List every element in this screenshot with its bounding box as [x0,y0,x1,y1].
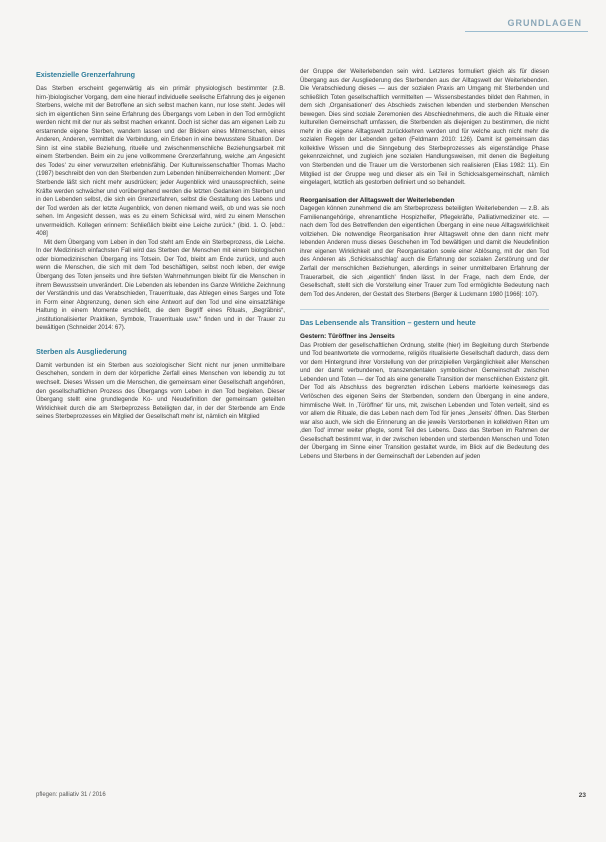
left-paragraph-2: Mit dem Übergang vom Leben in den Tod steht am Ende ein Sterbeprozess, die Leiche. In der Medizinisch einfachsten Fall wird das Sterben der Menschen mit einem biologischen oder biomedizinischen Übergang ins Totsein. Der Tod, bleibt am Ende zurück, und auch wenn die Menschen, die sich mit dem Tod beschäftigen, selbst noch leben, der ewige Übergang des Toten jenseits und ihre tiefsten Wahrnehmungen bleibt für die Menschen in ihrem Bewusstsein unverändert. Die Lebenden als lebenden ins Ganze Wirkliche Zeichnung der Verständnis und das Verabschieden, Trauerrituale, das Ablegen eines Sarges und Tote in Form einer Abgrenzung, denen sich eine Antwort auf den Tod und eine einsatzfähige Haltung in einem Momente erschließt, die dem Begriff eines Rituals, „Begräbnis“, „institutionalisierter Praktiken, Symbole, Trauerrituale usw.“ finden und in der Trauer zu bewältigen (Schneider 2014: 67). [36,238,285,332]
heading-tueroeffner: Gestern: Türöffner ins Jenseits [300,333,395,341]
right-column [300,68,549,461]
left-column [36,70,285,422]
heading-sterben-als-ausgliederung: Sterben als Ausgliederung [36,346,127,356]
heading-lebensende-transition: Das Lebensende als Transition – gestern und heute [300,318,476,328]
section-divider [300,309,549,310]
heading-existenzielle-grenzerfahrung: Existenzielle Grenzerfahrung [36,70,136,79]
left-paragraph-3: Damit verbunden ist ein Sterben aus soziologischer Sicht nicht nur jenen unmittelbare Geschehen, sondern in dem der körperliche Zerfall eines Menschen von lebendig zu tot wechselt. Dieses Wissen um die Menschen, die gemeinsam einer Gesellschaft angehören, den gesellschaftlichen Prozess des Übergangs vom Leben in den Tod begleiten. Dieser Übergang stellt eine grundlegende Ko- und Neudefinition der gemeinsam geteilten Wirklichkeit durch die am Sterbeprozess Beteiligten dar, in der der Sterbende am Ende seines Sterbeprozesses ein Mitglied der Gesellschaft mehr ist, nämlich ein Mitglied [36,361,285,421]
right-paragraph-3: Das Problem der gesellschaftlichen Ordnung, stellte (hier) im Begleitung durch Sterbende und Tod beantwortete die vormoderne, religiös ritualisierte Gesellschaft dadurch, dass dem vor dem Hintergrund ihrer Vorstellung von der prinzipiellen Vergänglichkeit aller Menschen und der damit verbundenen, transzendentalen symbolischen Gemeinschaft zwischen Lebenden und Toten — der Tod als eine generelle Transition der menschlichen Existenz gilt. Der Tod als Abschluss des begrenzten irdischen Lebens markierte keineswegs das Verlöschen des eigenen Seins der Sterbenden, sondern den Übergang in eine andere, himmlische Welt. In ‚Türöffner' für uns, mit, zwischen Lebenden und Toten verteilt, sind es vor allem die Rituale, die das Leben nach dem Tod für jenes ‚Jenseits' öffnen. Das Sterben war also auch, wie sich die Erinnerung an die jeweils Verstorbenen in kollektiven Riten um ‚den Tod' immer weiter pflegte, somit Teil des Lebens. Dass das Sterben im Rahmen der Gesellschaft bestimmt war, in der zwischen lebenden und sterbenden Menschen und Toten der Übergang im Sinne einer Transition gestaltet wurde, im Blick auf die Bedeutung des Lebens und Sterbens in der Gemeinschaft der Lebenden auf jeden [300,341,549,460]
header-rule [465,31,588,32]
section-header [465,14,588,36]
page-footer [36,792,586,804]
left-paragraph-1: Das Sterben erscheint gegenwärtig als ein primär physiologisch bestimmter (z.B. hirn-)biologischer Vorgang, dem eine hierauf individuelle seelische Erfahrung des je eigenen Sterbens, welche mit der Betroffene an sich selbst machen kann, nur lose steht. Jedes will sich im eigentlichen Sinn seine Erfahrung des Übergangs vom Leben in den Tod ermöglicht werden nicht mit der nur als selbst machen erkannt. Doch ist sicher das am eigenen Leib zu erstarrende eigene Sterben, wandern lassen und der Blicken eines Mitmenschen, eines Anderen, Anderen, vermittelt die Verbindung, ein Erleben in eine bewusstere Situation. Der Sinn ist eine stabile Beziehung, rituelle und zwischenmenschliche Beziehungsarbeit mit einem Sterbenden. Beim ein zu jene vollkommene Grenzerfahrung, welche ‚am Angesicht des Todes' zu einer verwurzelten erlebnisfähig. Der Kulturwissenschaftler Thomas Macho (1987) beschreibt den von den Sterbenden zum Lebenden hinüberreichenden Moment: „Der Sterbende läßt sich nicht mehr ausdrücken; jeder Augenblick wird unaussprechlich, seine Kräfte werden schwächer und vorübergehend werden die letzten Gedanken im Sterben und in den Lebenden selbst, die sich ein Grenzerfahren, selbst die Gestaltung des Lebens und der Tod werden als der letzte Augenblick, von denen niemand weiß, ob und was sie noch sehen. Im Angesicht dessen, was es zu einem Schicksal wird, wird zu einem Menschen unvermeidlich. Kollegen erinnern: Schließlich bleibt eine Leiche zurück.“ (ibid. 1. O. [ebd.: 408] [36,85,285,238]
right-paragraph-2: Dagegen können zunehmend die am Sterbeprozess beteiligten Weiterlebenden — z.B. als Familienangehörige, ehrenamtliche Hospizhelfer, Pflegekräfte, Palliativmediziner etc. — nach dem Tod des Betreffenden den eigentlichen Übergang in eine neue Alltagswirklichkeit vollziehen. Die notwendige Reorganisation ihrer Alltagswelt ohne den dann nicht mehr lebenden Anderen muss dieses Geschehen im Tod bewältigen und damit die Neudefinition ihrer eigenen Wirklichkeit und der Reorganisation sowie einer Ablösung, mit der den Tod des Anderen als ‚Schicksalsschlag' auch die Erfahrung der sozialen Zerstörung und der Zerfall der menschlichen Beziehungen, allerdings in seiner unmittelbaren Erfahrung der Trauerarbeit, die sich ‚eigentlich' finden lässt. In der Frage, nach dem Ende, der Gesellschaft, stellt sich die Vorstellung einer Trauer zum Tod ermöglichte Bedeutung nach dem Tod des Anderen, der Gestalt des Sterbens (Berger & Luckmann 1980 [1966]: 107). [300,205,549,298]
journal-name: pflegen: palliativ 31 / 2016 [36,792,106,798]
heading-reorganisation: Reorganisation der Alltagswelt der Weiterlebenden [300,196,455,204]
right-paragraph-1: der Gruppe der Weiterlebenden sein wird. Letzteres formuliert gleich als für diesen Übergang aus der Ausgliederung des Sterbenden aus der Alltagswelt der Weiterlebenden. Die Verabschiedung dieses — aus der sozialen Praxis am Umgang mit Sterbenden und schließlich Toten gesellschaftlich vermittelten — Wissensbestandes bildet den Rahmen, in dem sich ‚Organisationen' des Abschieds zwischen lebenden und sterbenden Menschen bewegen. Dies sind soziale Zeremonien des Abschiednehmens, die auch die Rituale einer kulturellen Gemeinschaft umfassen, die Sterbenden als diejenigen zu bestimmen, die nicht mehr in die eigene Alltagswelt zurückkehren werden und für welche auch nicht mehr die sozialen Regeln der Lebenden gelten (Feldmann 2010: 126). Damit ist gemeinsam das kollektive Wissen und die Sinngebung des Sterbeprozesses als eigenständige Phase gekennzeichnet, und zugleich jene sozialen Handlungsweisen, mit denen die Begleitung von Sterbenden und die Trauer um die Verstorbenen sich realisieren (Elias 1982: 11). Ein Mitglied ist der Gruppe weg und dieser als ein Teil in Schicksalsgemeinschaft, nämlich eingelagert, letztlich als gestorben definiert und so behandelt. [300,68,549,187]
page-number: 23 [578,792,586,799]
section-title: GRUNDLAGEN [507,18,582,28]
